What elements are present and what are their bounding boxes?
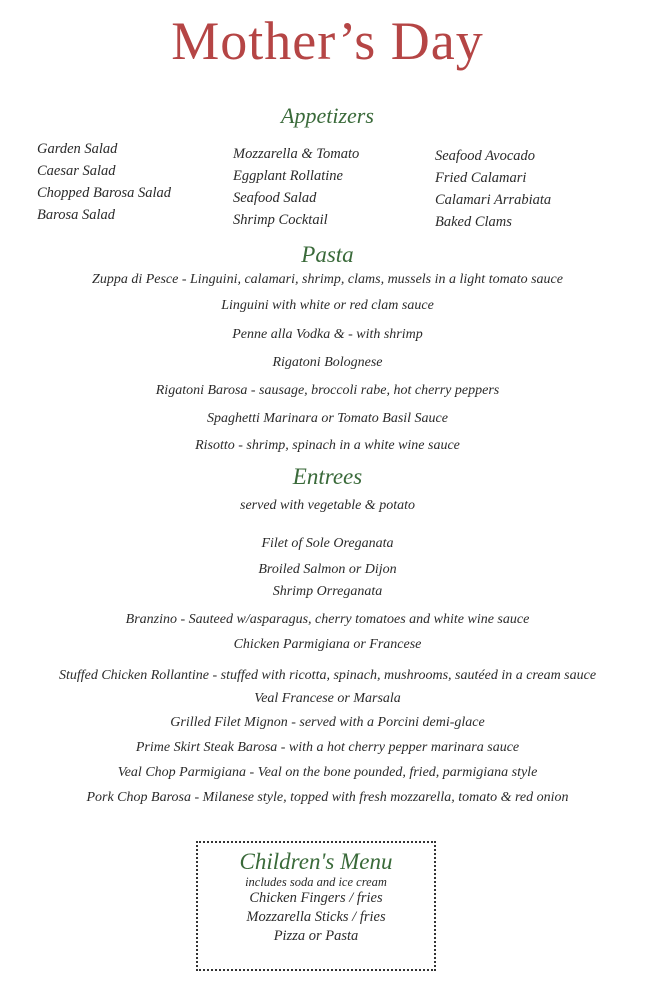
menu-item: Baked Clams — [435, 214, 512, 230]
menu-item: Shrimp Cocktail — [233, 212, 328, 228]
menu-item: Risotto - shrimp, spinach in a white wine sauce — [195, 438, 460, 453]
menu-item: Fried Calamari — [435, 170, 527, 186]
menu-item: Pork Chop Barosa - Milanese style, topped with fresh mozzarella, tomato & red onion — [86, 790, 569, 805]
menu-item: Caesar Salad — [37, 163, 116, 179]
menu-item: Spaghetti Marinara or Tomato Basil Sauce — [207, 411, 448, 426]
menu-item: Calamari Arrabiata — [435, 192, 552, 208]
menu-item: Eggplant Rollatine — [233, 168, 343, 184]
childrens-menu-box — [196, 841, 436, 971]
menu-item: Seafood Avocado — [435, 148, 536, 164]
menu-item: Penne alla Vodka & - with shrimp — [232, 327, 423, 342]
menu-item: Chopped Barosa Salad — [37, 185, 171, 201]
pasta-heading: Pasta — [301, 242, 354, 267]
menu-item: Veal Chop Parmigiana - Veal on the bone pounded, fried, parmigiana style — [117, 765, 538, 780]
menu-item: Barosa Salad — [37, 207, 116, 223]
entrees-subtitle: served with vegetable & potato — [240, 498, 415, 513]
menu-item: Shrimp Orreganata — [272, 584, 383, 599]
entrees-heading: Entrees — [292, 464, 363, 489]
appetizers-column-3 — [435, 145, 551, 233]
menu-item: Prime Skirt Steak Barosa - with a hot cherry pepper marinara sauce — [135, 740, 520, 755]
menu-item: Zuppa di Pesce - Linguini, calamari, shrimp, clams, mussels in a light tomato sauce — [92, 272, 563, 287]
appetizers-column-1 — [37, 138, 171, 226]
menu-item: Stuffed Chicken Rollantine - stuffed with ricotta, spinach, mushrooms, sautéed in a cream sauce — [58, 668, 597, 683]
menu-item: Seafood Salad — [233, 190, 317, 206]
menu-item: Grilled Filet Mignon - served with a Porcini demi-glace — [170, 715, 485, 730]
menu-item: Branzino - Sauteed w/asparagus, cherry tomatoes and white wine sauce — [125, 612, 530, 627]
page-title: Mother’s Day — [171, 11, 484, 71]
childrens-menu-heading: Children's Menu — [239, 849, 393, 874]
menu-item: Chicken Fingers / fries — [249, 890, 383, 906]
childrens-menu-note: includes soda and ice cream — [245, 875, 387, 889]
menu-item: Pizza or Pasta — [273, 928, 359, 944]
menu-item: Filet of Sole Oreganata — [261, 536, 394, 551]
menu-item: Chicken Parmigiana or Francese — [233, 637, 422, 652]
menu-item: Rigatoni Bolognese — [272, 355, 383, 370]
appetizers-column-2 — [233, 143, 359, 231]
appetizers-heading: Appetizers — [281, 103, 374, 128]
menu-item: Garden Salad — [37, 141, 118, 157]
menu-item: Broiled Salmon or Dijon — [258, 562, 397, 577]
menu-item: Mozzarella & Tomato — [233, 146, 360, 162]
menu-item: Rigatoni Barosa - sausage, broccoli rabe, hot cherry peppers — [155, 383, 500, 398]
menu-item: Mozzarella Sticks / fries — [246, 909, 386, 925]
menu-item: Linguini with white or red clam sauce — [221, 298, 434, 313]
menu-item: Veal Francese or Marsala — [254, 691, 401, 706]
